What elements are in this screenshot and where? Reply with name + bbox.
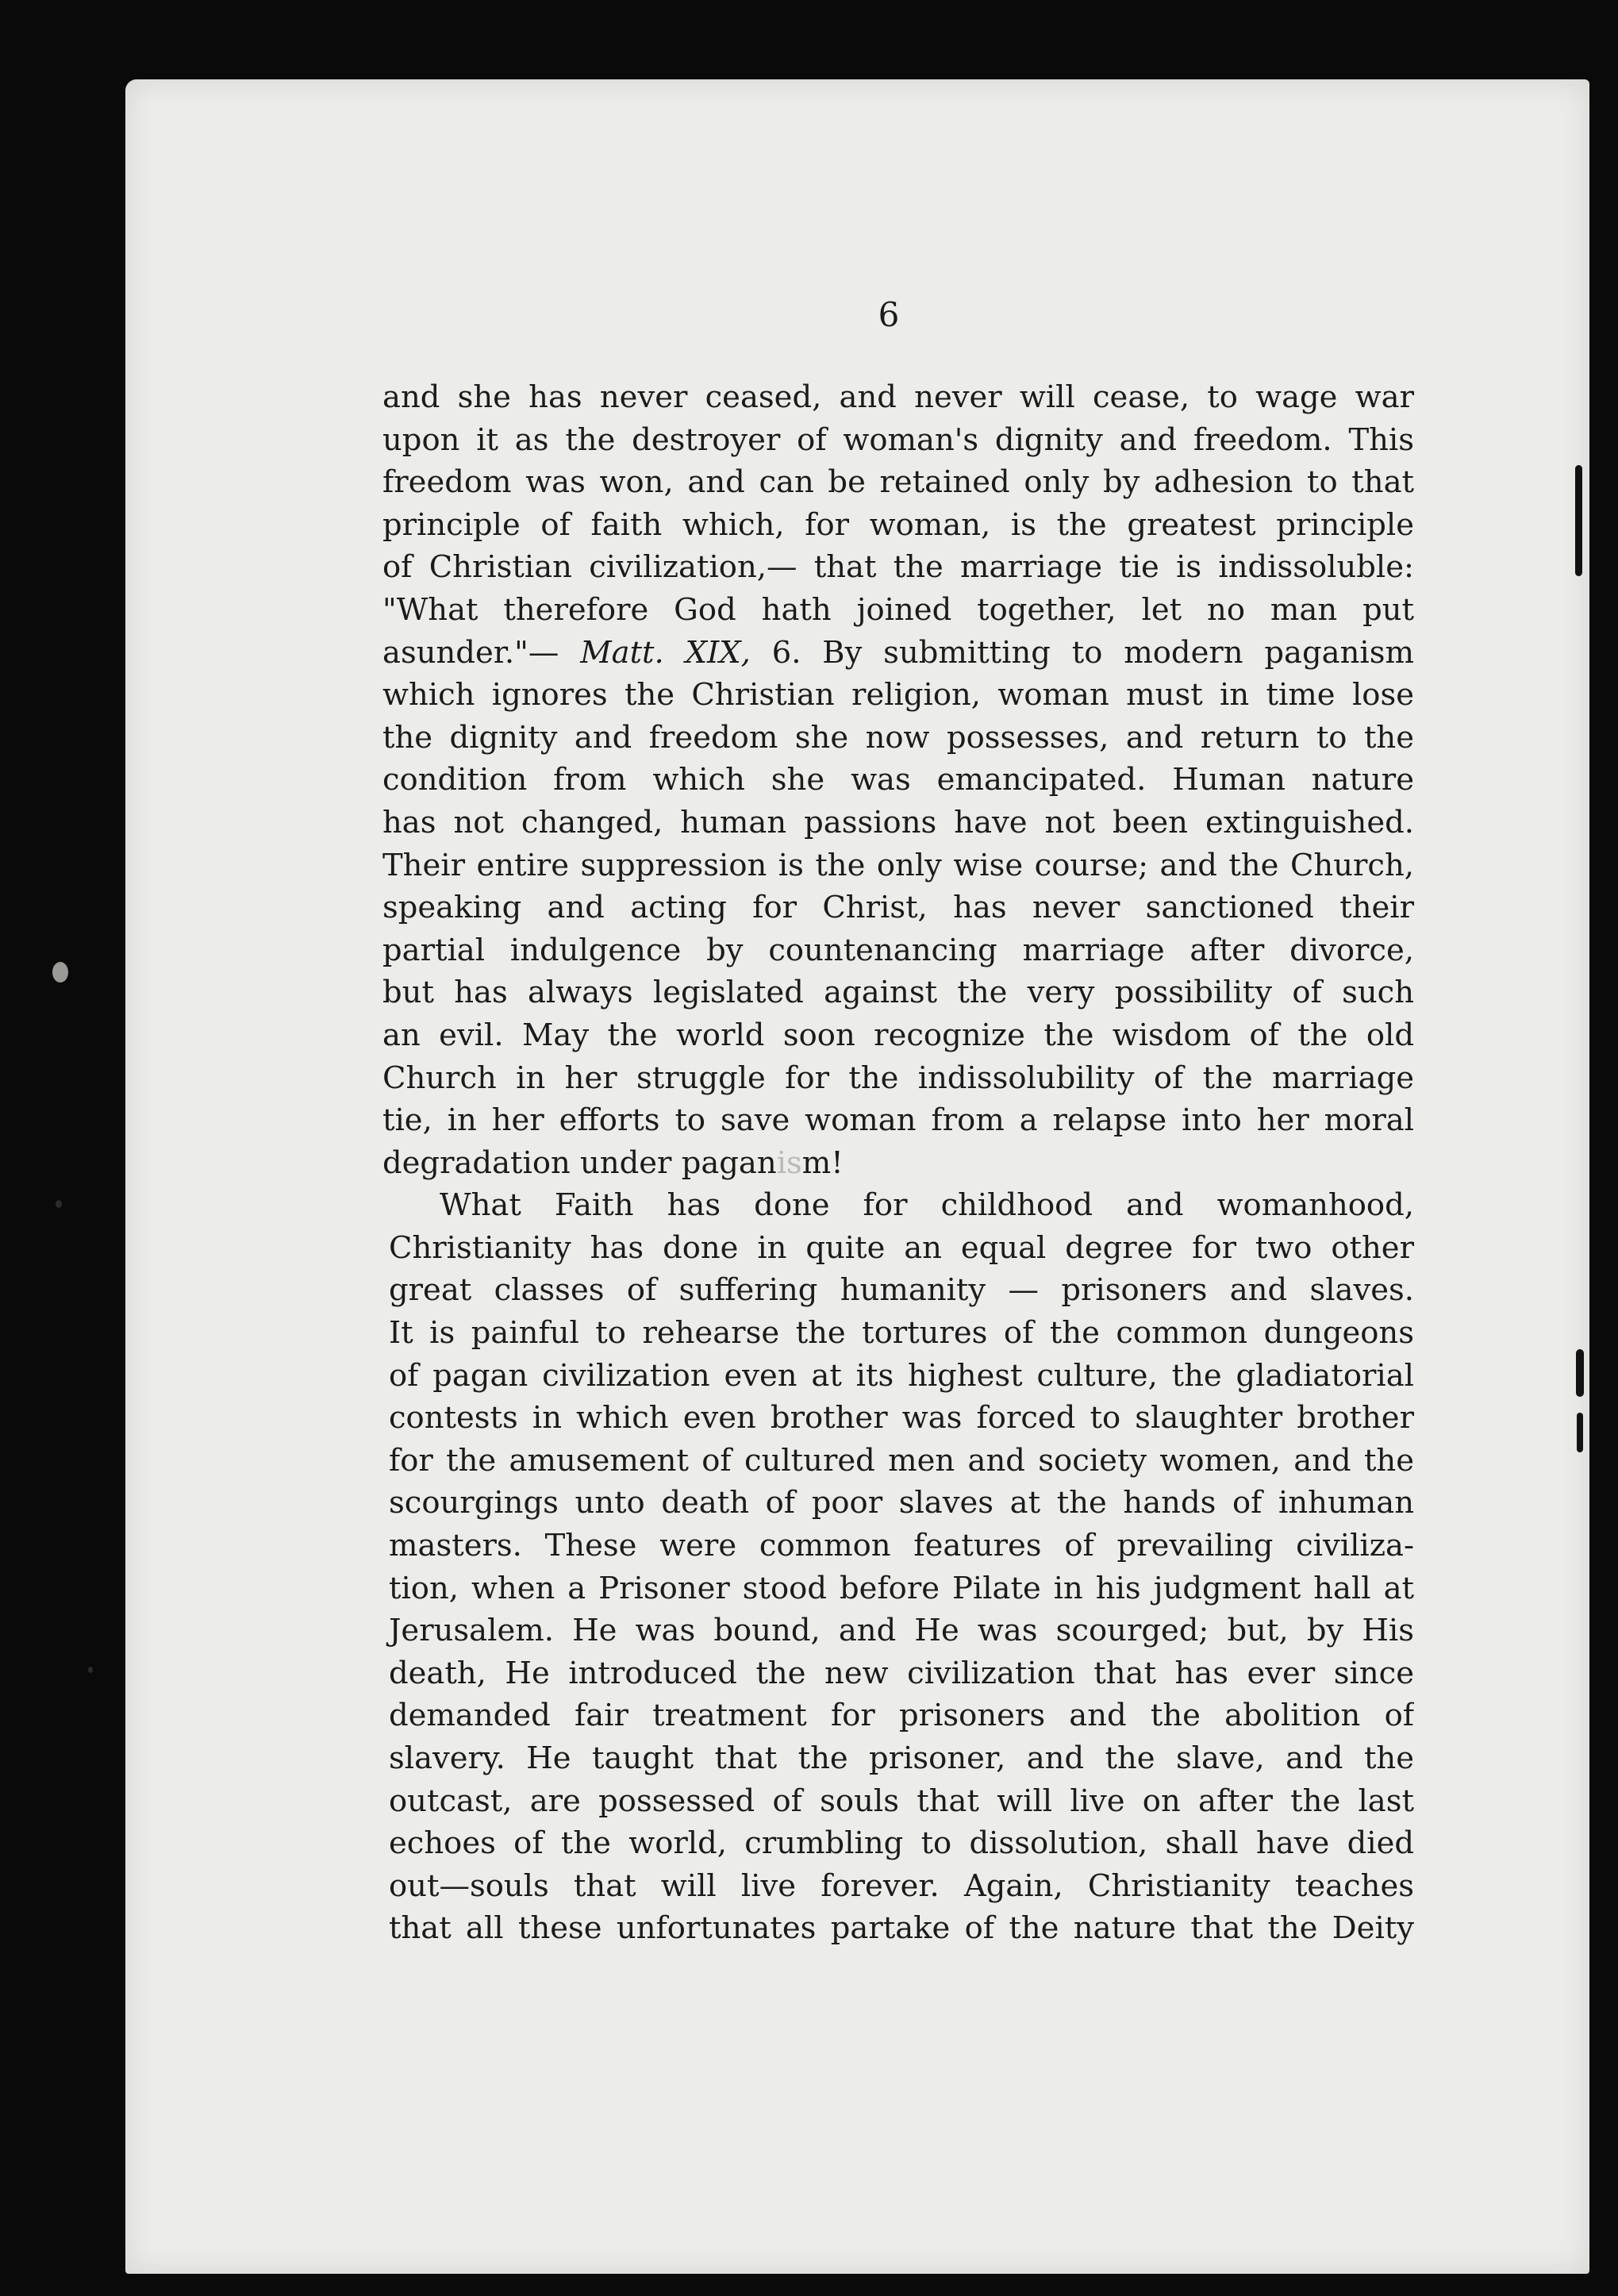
scan-artifact-speck <box>52 962 68 983</box>
text-line: partial indulgence by countenancing marriage after divorce, <box>382 932 1414 968</box>
text-line: speaking and acting for Christ, has never sanctioned their <box>382 890 1414 926</box>
text-line: tion, when a Prisoner stood before Pilate in his judgment hall at <box>389 1570 1414 1606</box>
text-line: Christianity has done in quite an equal degree for two other <box>389 1229 1414 1266</box>
text-line: death, He introduced the new civilization that has ever since <box>389 1655 1414 1691</box>
text-line: demanded fair treatment for prisoners and the abolition of <box>389 1698 1414 1734</box>
text-line-first: What Faith has done for childhood and womanhood, <box>440 1187 1414 1224</box>
text-line: for the amusement of cultured men and society women, and the <box>389 1442 1414 1479</box>
text-line: masters. These were common features of prevailing civiliza- <box>389 1528 1414 1564</box>
text-line: upon it as the destroyer of woman's dignity and freedom. This <box>382 421 1414 458</box>
text-line: slavery. He taught that the prisoner, and the slave, and the <box>389 1740 1414 1776</box>
text-line: freedom was won, and can be retained only by adhesion to that <box>382 464 1414 501</box>
scan-artifact-speck <box>56 1200 62 1208</box>
citation-verse: 6. <box>771 634 801 671</box>
text-line: tie, in her efforts to save woman from a relapse into her moral <box>382 1102 1414 1139</box>
scan-artifact-mark <box>1576 1349 1584 1397</box>
text-line: echoes of the world, crumbling to dissolution, shall have died <box>389 1825 1414 1862</box>
citation-reference: Matt. XIX, <box>580 634 751 671</box>
text-line: but has always legislated against the very possibility of such <box>382 975 1414 1011</box>
paragraph-1 <box>382 376 1414 1184</box>
text-line: condition from which she was emancipated. Human nature <box>382 762 1414 798</box>
text-line: an evil. May the world soon recognize the wisdom of the old <box>382 1017 1414 1053</box>
text-line: Church in her struggle for the indissolubility of the marriage <box>382 1060 1414 1096</box>
text-line: It is painful to rehearse the tortures of the common dungeons <box>389 1315 1414 1352</box>
text-line: "What therefore God hath joined together, let no man put <box>382 591 1414 628</box>
text-line: and she has never ceased, and never will cease, to wage war <box>382 379 1414 415</box>
text-line: contests in which even brother was forced to slaughter brother <box>389 1400 1414 1436</box>
scan-artifact-mark <box>1575 465 1582 576</box>
text-line: that all these unfortunates partake of the nature that the Deity <box>389 1910 1414 1947</box>
text-line: principle of faith which, for woman, is the greatest principle <box>382 506 1414 543</box>
text-line: out—souls that will live forever. Again, Christianity teaches <box>389 1867 1414 1904</box>
citation-lead: asunder."— <box>382 634 559 671</box>
text-line: Their entire suppression is the only wise course; and the Church, <box>382 847 1414 883</box>
scan-artifact-mark <box>1577 1413 1583 1452</box>
text-line: the dignity and freedom she now possesses, and return to the <box>382 719 1414 756</box>
faded-letters: is <box>776 1144 802 1181</box>
text-line: Jerusalem. He was bound, and He was scourged; but, by His <box>389 1613 1414 1649</box>
text-line: scourgings unto death of poor slaves at the hands of inhuman <box>389 1485 1414 1521</box>
page-number: 6 <box>878 295 900 334</box>
text-line: great classes of suffering humanity — prisoners and slaves. <box>389 1272 1414 1309</box>
scan-artifact-speck <box>88 1667 93 1673</box>
paragraph-end-tail: m! <box>801 1144 844 1181</box>
citation-trail: By submitting to modern paganism <box>822 634 1414 671</box>
paragraph-end-text: degradation under pagan <box>382 1144 777 1181</box>
text-line: outcast, are possessed of souls that will live on after the last <box>389 1783 1414 1819</box>
text-line-citation <box>382 632 1414 675</box>
text-line: of Christian civilization,— that the marriage tie is indissoluble: <box>382 549 1414 586</box>
paragraph-2 <box>382 1184 1414 1950</box>
text-line-last <box>382 1142 1414 1185</box>
text-line: has not changed, human passions have not been extinguished. <box>382 804 1414 840</box>
text-line: of pagan civilization even at its highest culture, the gladiatorial <box>389 1357 1414 1394</box>
text-line: which ignores the Christian religion, woman must in time lose <box>382 677 1414 713</box>
body-text <box>382 376 1414 1950</box>
